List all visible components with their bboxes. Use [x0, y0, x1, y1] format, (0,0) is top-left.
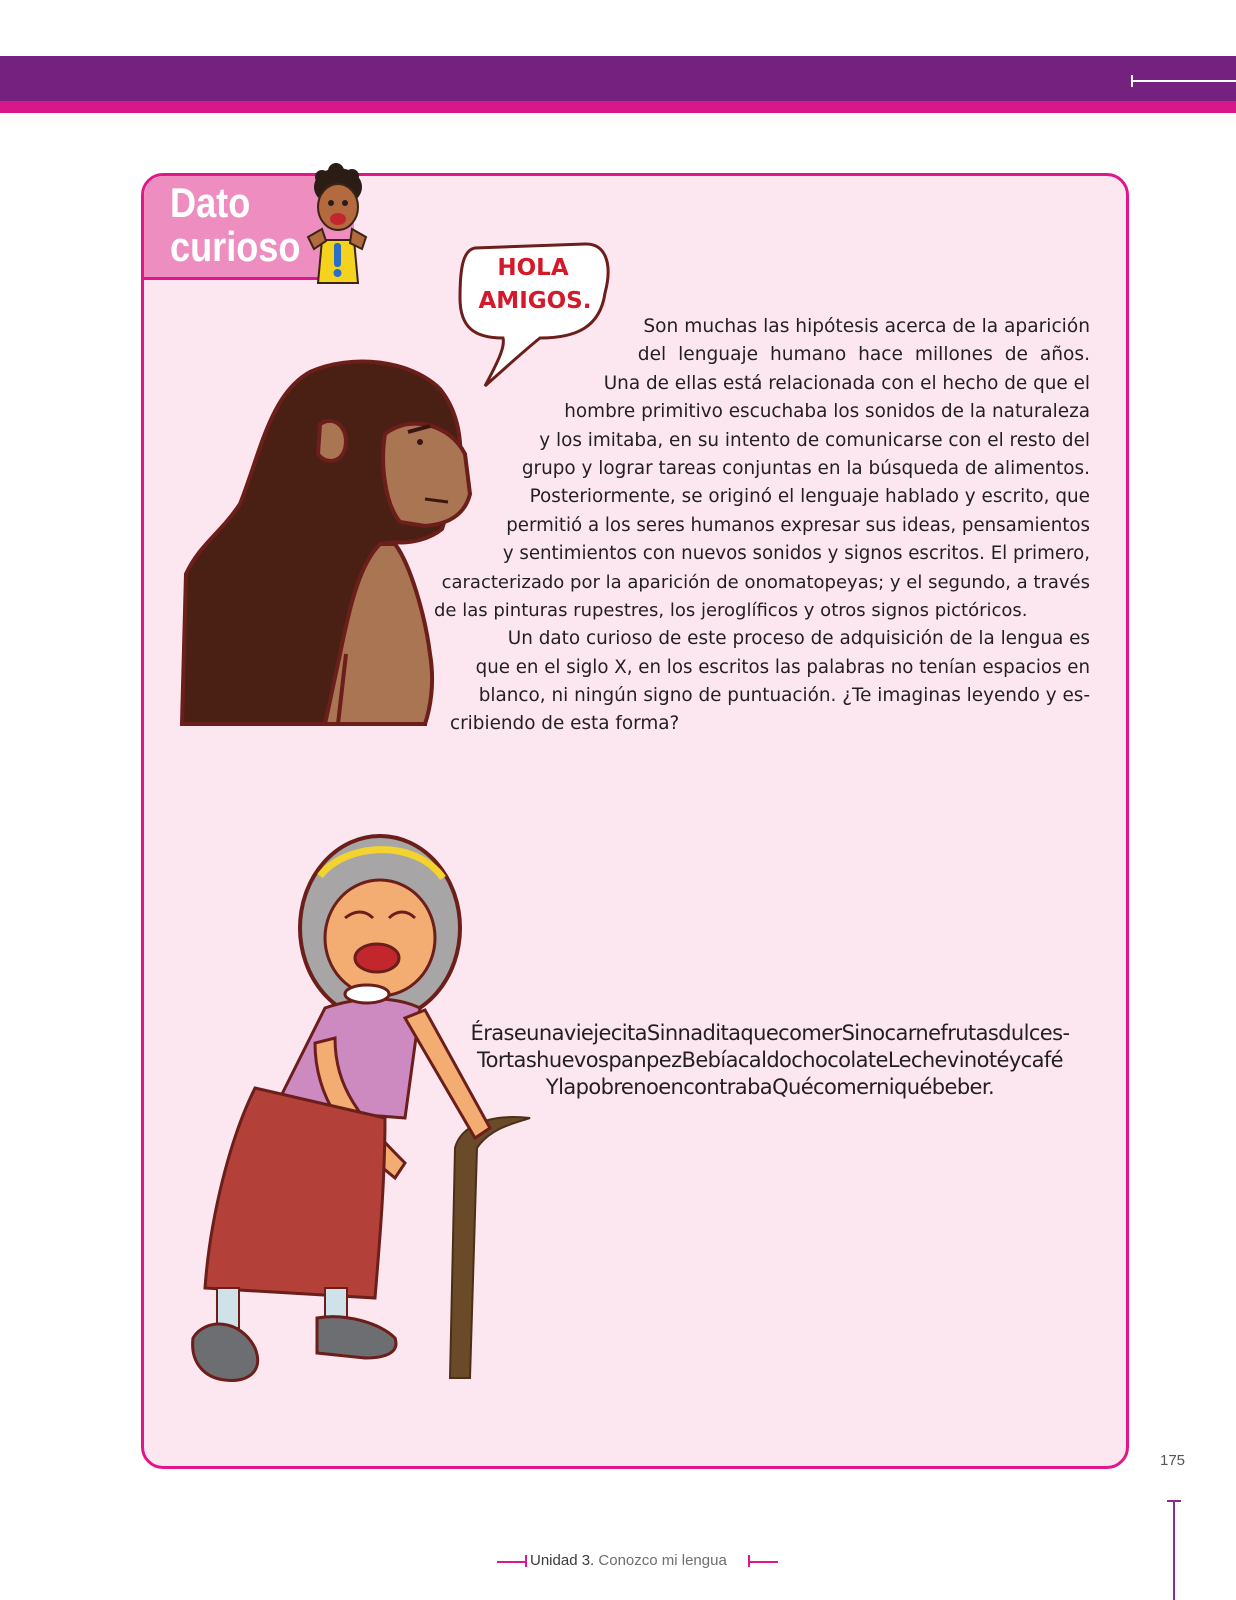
- footer-unit: Unidad 3.: [530, 1552, 595, 1569]
- paragraph-line: y sentimientos con nuevos sonidos y signos escritos. El primero,: [502, 543, 1090, 565]
- title-line-2: curioso: [170, 223, 301, 270]
- paragraph-line: y los imitaba, en su intento de comunicarse con el resto del: [539, 429, 1090, 451]
- old-woman-illustration: [185, 818, 545, 1418]
- paragraph-line: caracterizado por la aparición de onomatopeyas; y el segundo, a través: [441, 571, 1090, 593]
- paragraph-line: que en el siglo X, en los escritos las palabras no tenían espacios en: [475, 656, 1090, 678]
- boy-mascot-icon: [300, 165, 375, 285]
- paragraph-line: cribiendo de esta forma?: [450, 713, 680, 735]
- paragraph-line: permitió a los seres humanos expresar sus ideas, pensamientos: [506, 514, 1090, 536]
- footer-line-left-tick: [525, 1555, 527, 1567]
- speech-line-1: HOLA: [497, 255, 569, 281]
- poem-without-spaces: [450, 1020, 1090, 1101]
- paragraph-line: blanco, ni ningún signo de puntuación. ¿Te imaginas leyendo y es-: [478, 685, 1090, 707]
- paragraph-line: Posteriormente, se originó el lenguaje hablado y escrito, que: [529, 486, 1090, 508]
- paragraph-line: del lenguaje humano hace millones de años.: [637, 344, 1090, 366]
- poem-line: TortashuevospanpezBebíacaldochocolateLechevinotéycafé: [476, 1048, 1064, 1072]
- title-line-1: Dato: [170, 179, 251, 226]
- footer-label: [530, 1552, 727, 1569]
- footer-line-left: [497, 1561, 527, 1563]
- paragraph-line: Un dato curioso de este proceso de adquisición de la lengua es: [507, 628, 1090, 650]
- poem-line: YlapobrenoencontrabaQuécomerniquébeber.: [545, 1075, 995, 1099]
- paragraph-line: hombre primitivo escuchaba los sonidos de la naturaleza: [564, 401, 1090, 423]
- paragraph-line: grupo y lograr tareas conjuntas en la búsqueda de alimentos.: [521, 457, 1090, 479]
- footer-line-right: [748, 1561, 778, 1563]
- header-bar: [0, 56, 1236, 101]
- intro-paragraph: [420, 313, 1090, 739]
- header-rule-tick: [1131, 75, 1133, 87]
- header-stripe: [0, 101, 1236, 113]
- header-rule: [1131, 80, 1236, 82]
- paragraph-line: de las pinturas rupestres, los jeroglíficos y otros signos pictóricos.: [434, 599, 1028, 621]
- dato-curioso-title: [170, 181, 300, 269]
- footer-title: Conozco mi lengua: [598, 1552, 727, 1569]
- speech-line-2: AMIGOS.: [478, 288, 592, 314]
- page-number: 175: [1160, 1452, 1186, 1469]
- paragraph-line: Una de ellas está relacionada con el hecho de que el: [603, 372, 1090, 394]
- paragraph-line: Son muchas las hipótesis acerca de la aparición: [643, 316, 1090, 337]
- page-rule: [1173, 1500, 1175, 1600]
- poem-line: ÉraseunaviejecitaSinnaditaquecomerSinocarnefrutasdulces-: [470, 1021, 1070, 1045]
